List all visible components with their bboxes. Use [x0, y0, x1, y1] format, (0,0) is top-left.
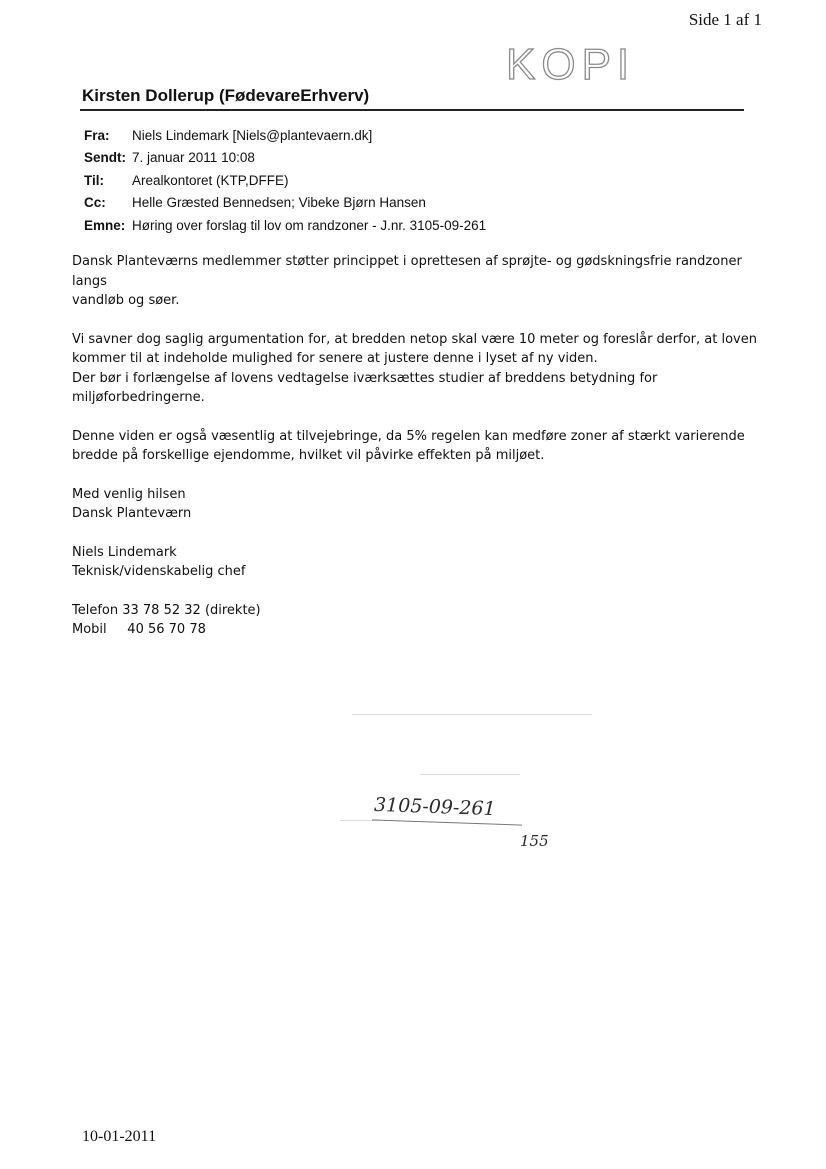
sent-value: 7. januar 2011 10:08 [132, 150, 255, 166]
signature-title: Teknisk/videnskabelig chef [72, 564, 246, 579]
mobile-line: Mobil 40 56 70 78 [72, 622, 206, 637]
kopi-stamp: KOPI [506, 40, 636, 89]
handwritten-underline [372, 819, 522, 825]
meta-row-cc [84, 192, 486, 215]
sender-header: Kirsten Dollerup (FødevareErhverv) [82, 86, 370, 105]
from-label: Fra: [84, 127, 110, 143]
subject-value: Høring over forslag til lov om randzoner - J.nr. 3105-09-261 [132, 217, 487, 233]
meta-row-from [84, 124, 486, 147]
email-meta-table [84, 124, 486, 237]
closing-org: Dansk Planteværn [72, 506, 192, 521]
phone-line: Telefon 33 78 52 32 (direkte) [72, 602, 261, 618]
body-line: Der bør i forlængelse af lovens vedtagelse iværksættes studier af breddens betydning for [72, 370, 658, 386]
cc-label: Cc: [84, 195, 106, 211]
body-line: vandløb og søer. [72, 293, 180, 308]
meta-row-subject [84, 214, 486, 237]
body-line: kommer til at indeholde mulighed for senere at justere denne i lyset af ny viden. [72, 351, 598, 366]
from-value: Niels Lindemark [Niels@plantevaern.dk] [132, 127, 373, 143]
handwritten-doc-number: 155 [520, 832, 549, 850]
body-line: Denne viden er også væsentlig at tilvejebringe, da 5% regelen kan medføre zoner af stærkt varierende [72, 428, 745, 444]
sent-label: Sendt: [84, 150, 126, 166]
meta-row-to [84, 169, 486, 192]
body-line: Vi savner dog saglig argumentation for, at bredden netop skal være 10 meter og foreslår derfor, at loven [72, 331, 757, 347]
faint-scan-mark [420, 774, 520, 775]
meta-row-sent [84, 147, 486, 170]
body-line: bredde på forskellige ejendomme, hvilket vil påvirke effekten på miljøet. [72, 448, 545, 463]
body-line: Dansk Planteværns medlemmer støtter princippet i oprettesen af sprøjte- og gødskningsfrie randzoner langs [72, 254, 742, 289]
to-value: Arealkontoret (KTP,DFFE) [132, 172, 289, 188]
email-body [72, 252, 758, 640]
subject-label: Emne: [84, 217, 126, 233]
page-number: Side 1 af 1 [688, 10, 762, 29]
footer-date: 10-01-2011 [82, 1128, 157, 1145]
cc-value: Helle Græsted Bennedsen; Vibeke Bjørn Hansen [132, 195, 426, 211]
signature-name: Niels Lindemark [72, 544, 177, 560]
handwritten-case-number: 3105-09-261 [373, 793, 496, 821]
faint-scan-mark [352, 714, 592, 715]
body-line: miljøforbedringerne. [72, 390, 205, 405]
to-label: Til: [84, 172, 104, 188]
closing-line: Med venlig hilsen [72, 486, 186, 502]
header-divider [80, 109, 744, 111]
